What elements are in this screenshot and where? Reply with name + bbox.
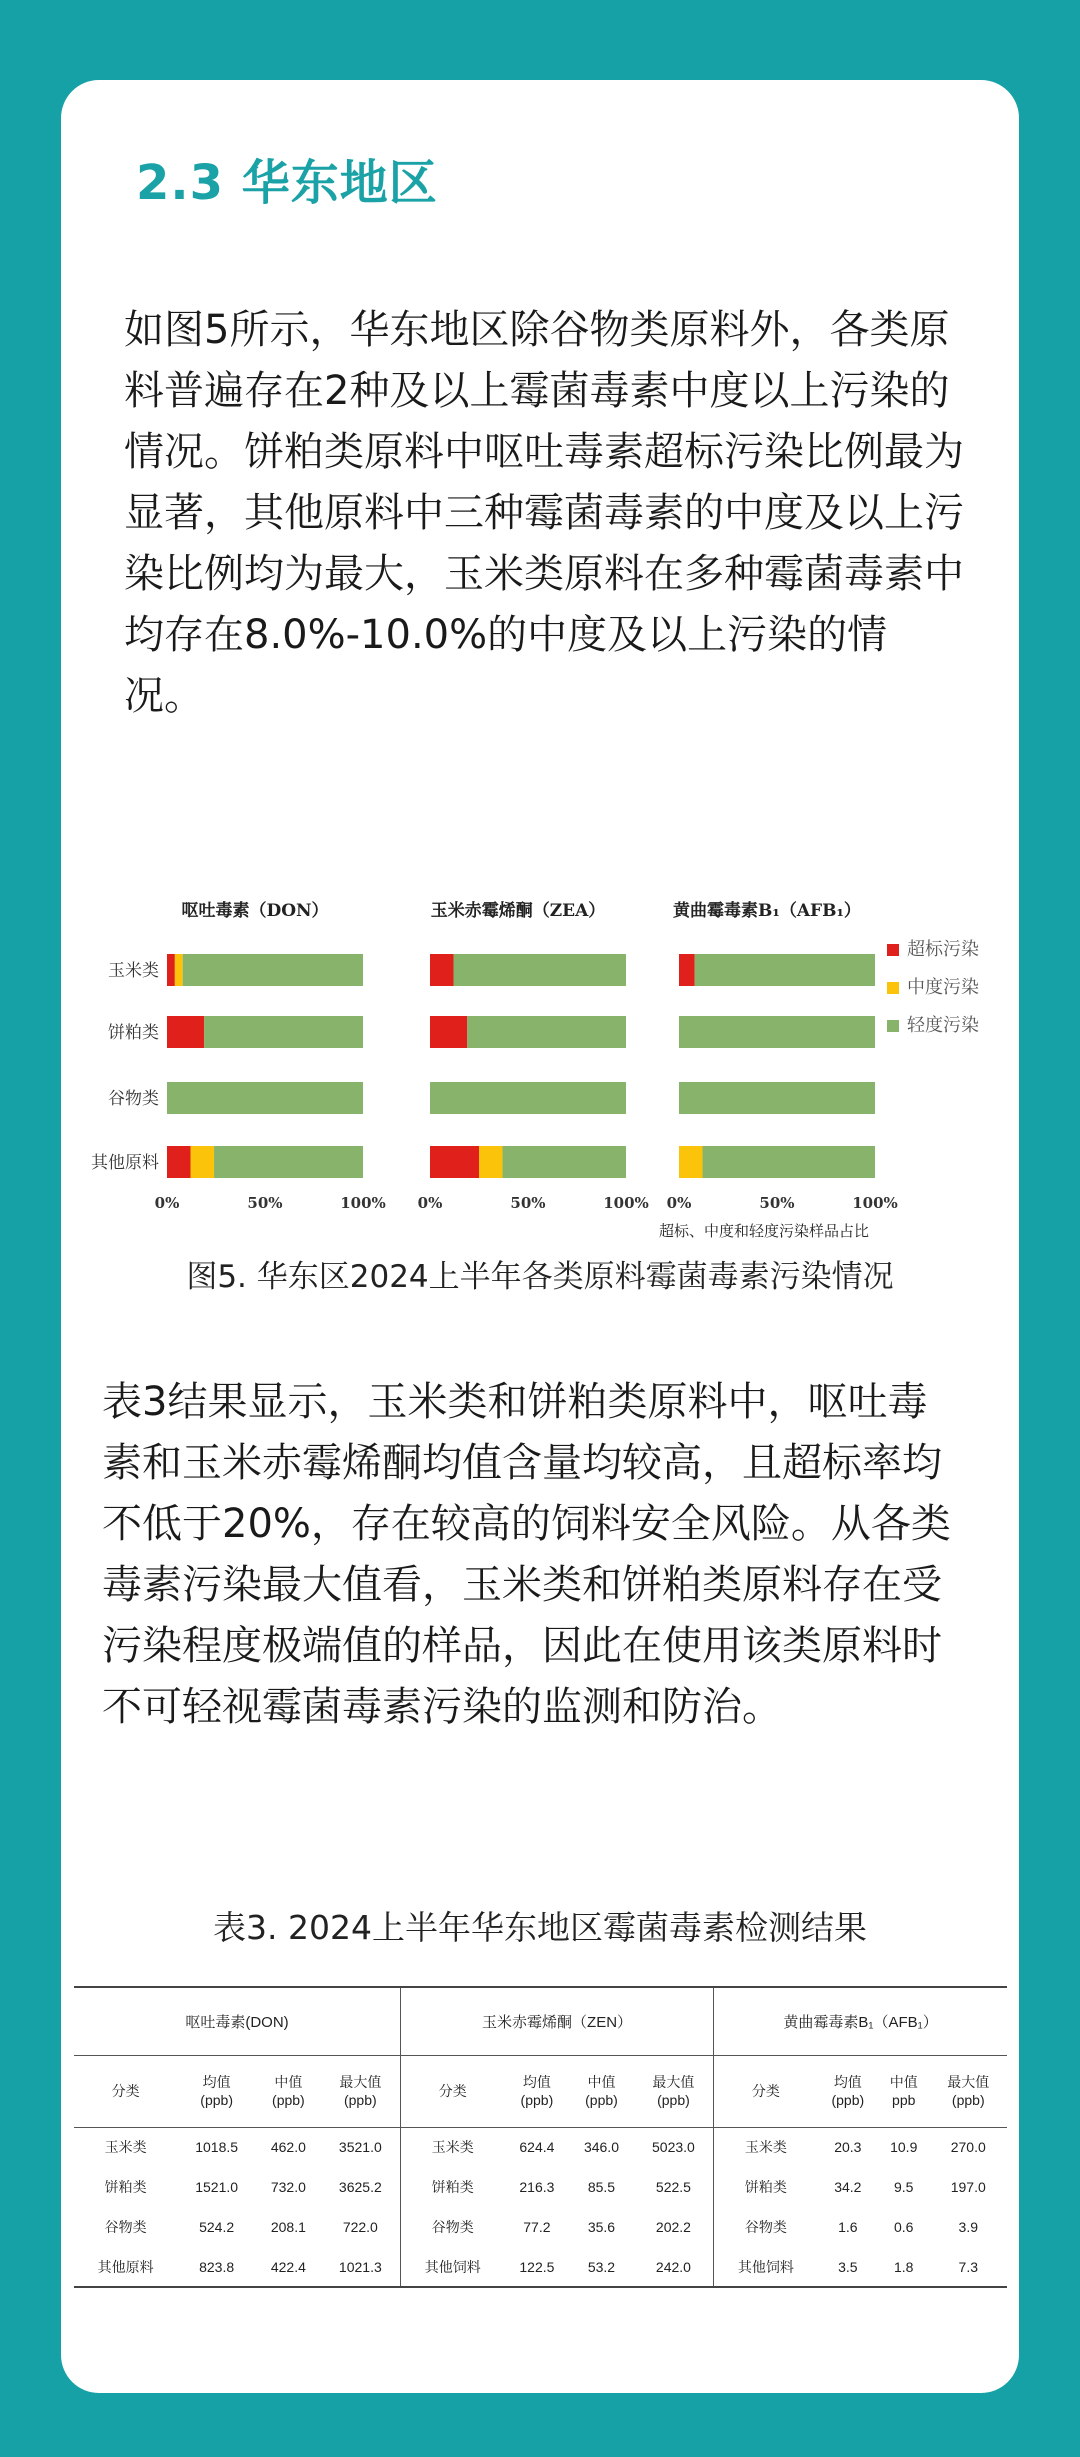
table-cell: 谷物类: [744, 2219, 787, 2235]
bar-segment-moderate: [175, 954, 183, 986]
table-group-row: [74, 1987, 1007, 2055]
table-cell: 722.0: [321, 2207, 401, 2247]
table-group-header: 呕吐毒素(DON): [74, 1987, 401, 2055]
table-cell: 216.3: [519, 2179, 555, 2195]
table-cell: 202.2: [634, 2207, 714, 2247]
legend-label: 超标污染: [907, 939, 979, 960]
x-tick-label: 100%: [852, 1194, 898, 1212]
table-column-header: 中值 (ppb): [256, 2055, 321, 2127]
bar-segment-exceed: [430, 1016, 467, 1048]
bar-segment-mild: [167, 1082, 363, 1114]
category-label: 饼粕类: [108, 1023, 159, 1043]
x-tick-label: 50%: [247, 1194, 283, 1212]
table-cell: 5023.0: [634, 2127, 714, 2167]
bar-segment-mild: [695, 954, 875, 986]
table-cell: 462.0: [270, 2139, 306, 2156]
table-cell: 823.8: [177, 2247, 256, 2287]
table-cell: 其他原料: [74, 2247, 177, 2287]
x-tick-label: 50%: [759, 1194, 795, 1212]
table-cell: 3.5: [818, 2247, 878, 2287]
legend-swatch: [887, 982, 899, 994]
table-column-header: 最大值 (ppb): [634, 2055, 714, 2127]
table-cell: 522.5: [634, 2167, 714, 2207]
table-group-header: 黄曲霉毒素B₁（AFB₁）: [714, 1987, 1007, 2055]
table-cell: 1.8: [878, 2247, 930, 2287]
results-paragraph: 表3结果显示，玉米类和饼粕类原料中，呕吐毒素和玉米赤霉烯酮均值含量均较高，且超标率均不低于20%，存在较高的饲料安全风险。从各类毒素污染最大值看，玉米类和饼粕类原料存在受污染程度极端值的样品，因此在使用该类原料时不可轻视霉菌毒素污染的监测和防治。: [102, 1379, 951, 1730]
category-label: 谷物类: [108, 1089, 159, 1109]
table-cell: 玉米类: [431, 2139, 474, 2156]
bar-segment-moderate: [479, 1146, 503, 1178]
table-cell: 9.5: [894, 2179, 914, 2195]
bar-segment-mild: [703, 1146, 875, 1178]
table-column-header: 均值 (ppb): [818, 2055, 878, 2127]
results-table-wrap: [74, 1986, 1007, 2288]
legend-swatch: [887, 944, 899, 956]
table-cell: 122.5: [505, 2247, 570, 2287]
table-column-header: 最大值 (ppb): [930, 2055, 1007, 2127]
table-cell: 谷物类: [104, 2219, 147, 2235]
bar-segment-exceed: [167, 1146, 191, 1178]
panel-title: 黄曲霉毒素B₁（AFB₁）: [673, 901, 861, 921]
table-cell: 1.6: [838, 2219, 858, 2235]
table-cell: 饼粕类: [744, 2179, 787, 2195]
bar-segment-mild: [454, 954, 626, 986]
table-cell: 其他饲料: [401, 2247, 505, 2287]
table-row: [74, 2207, 1007, 2247]
table-cell: 谷物类: [431, 2219, 474, 2235]
bar-segment-mild: [679, 1082, 875, 1114]
x-tick-label: 100%: [603, 1194, 649, 1212]
table-column-header: 分类: [401, 2055, 505, 2127]
table-cell: 732.0: [270, 2179, 306, 2195]
table-cell: 208.1: [270, 2219, 306, 2235]
legend-swatch: [887, 1020, 899, 1032]
section-heading: 2.3 华东地区: [136, 155, 438, 211]
table-cell: 饼粕类: [431, 2179, 474, 2195]
table-caption: 表3. 2024上半年华东地区霉菌毒素检测结果: [213, 1908, 867, 1947]
bar-segment-mild: [467, 1016, 626, 1048]
table-row: [74, 2167, 1007, 2207]
table-cell: 玉米类: [744, 2139, 787, 2156]
table-cell: 玉米类: [104, 2139, 147, 2156]
content-card: [61, 80, 1019, 2393]
bar-segment-moderate: [679, 1146, 703, 1178]
table-cell: 10.9: [890, 2139, 918, 2156]
table-cell: 其他饲料: [714, 2247, 818, 2287]
panel-title: 玉米赤霉烯酮（ZEA）: [430, 901, 606, 921]
table-cell: 242.0: [634, 2247, 714, 2287]
table-column-header: 均值 (ppb): [505, 2055, 570, 2127]
x-tick-label: 0%: [666, 1194, 692, 1212]
bar-segment-mild: [204, 1016, 363, 1048]
table-cell: 270.0: [950, 2139, 986, 2156]
table-cell: 20.3: [834, 2139, 862, 2156]
x-axis-label: 超标、中度和轻度污染样品占比: [659, 1222, 870, 1240]
category-label: 玉米类: [108, 961, 159, 981]
table-cell: 35.6: [587, 2219, 616, 2235]
legend-label: 中度污染: [907, 977, 979, 998]
table-cell: 1018.5: [195, 2139, 239, 2156]
table-cell: 1521.0: [195, 2179, 239, 2195]
table-cell: 34.2: [834, 2179, 862, 2195]
table-cell: 1021.3: [321, 2247, 401, 2287]
table-column-header: 分类: [714, 2055, 818, 2127]
category-label: 其他原料: [91, 1153, 159, 1173]
table-cell: 624.4: [519, 2139, 555, 2156]
table-cell: 饼粕类: [104, 2179, 147, 2195]
x-tick-label: 50%: [510, 1194, 546, 1212]
figure-caption: 图5. 华东区2024上半年各类原料霉菌毒素污染情况: [186, 1259, 894, 1295]
contamination-chart: [61, 840, 1019, 1240]
bar-segment-exceed: [167, 954, 175, 986]
bar-segment-exceed: [679, 954, 695, 986]
legend-label: 轻度污染: [907, 1015, 979, 1036]
table-column-header: 中值 (ppb): [569, 2055, 634, 2127]
table-cell: 3.9: [958, 2219, 978, 2235]
x-tick-label: 0%: [417, 1194, 443, 1212]
table-cell: 197.0: [950, 2179, 986, 2195]
results-table: [74, 1986, 1007, 2288]
table-cell: 85.5: [587, 2179, 616, 2195]
bar-segment-mild: [503, 1146, 626, 1178]
bar-segment-exceed: [167, 1016, 204, 1048]
x-tick-label: 0%: [154, 1194, 180, 1212]
panel-title: 呕吐毒素（DON）: [181, 901, 329, 921]
table-cell: 422.4: [256, 2247, 321, 2287]
table-row: [74, 2127, 1007, 2167]
bar-segment-mild: [183, 954, 363, 986]
table-cell: 77.2: [523, 2219, 551, 2235]
table-cell: 0.6: [894, 2219, 914, 2235]
table-cell: 524.2: [199, 2219, 235, 2235]
table-group-header: 玉米赤霉烯酮（ZEN）: [401, 1987, 714, 2055]
table-row: [74, 2247, 1007, 2287]
table-column-header: 中值 ppb: [878, 2055, 930, 2127]
bar-segment-exceed: [430, 1146, 479, 1178]
table-column-header: 均值 (ppb): [177, 2055, 256, 2127]
table-column-header: 最大值 (ppb): [321, 2055, 401, 2127]
bar-segment-exceed: [430, 954, 454, 986]
table-cell: 7.3: [930, 2247, 1007, 2287]
table-cell: 3625.2: [321, 2167, 401, 2207]
bar-segment-mild: [214, 1146, 363, 1178]
table-cell: 53.2: [569, 2247, 634, 2287]
table-cell: 3521.0: [321, 2127, 401, 2167]
bar-segment-mild: [430, 1082, 626, 1114]
intro-paragraph: 如图5所示，华东地区除谷物类原料外，各类原料普遍存在2种及以上霉菌毒素中度以上污染的情况。饼粕类原料中呕吐毒素超标污染比例最为显著，其他原料中三种霉菌毒素的中度及以上污染比例均为最大，玉米类原料在多种霉菌毒素中均存在8.0%-10.0%的中度及以上污染的情况。: [124, 307, 964, 719]
table-cell: 346.0: [583, 2139, 619, 2156]
table-header-row: [74, 2055, 1007, 2127]
table-column-header: 分类: [74, 2055, 177, 2127]
bar-segment-moderate: [191, 1146, 215, 1178]
x-tick-label: 100%: [340, 1194, 386, 1212]
bar-segment-mild: [679, 1016, 875, 1048]
